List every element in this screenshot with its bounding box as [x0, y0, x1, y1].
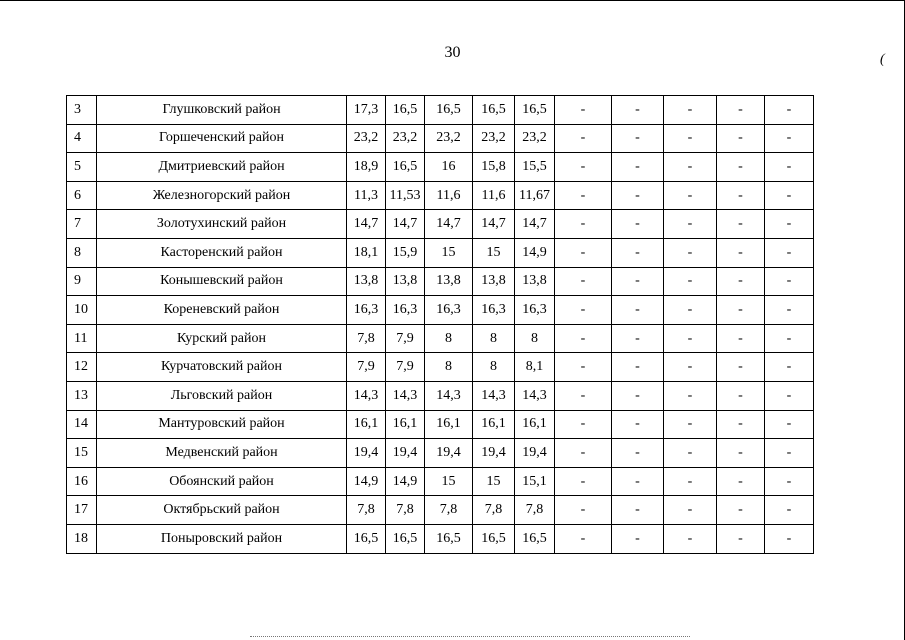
- value-cell: 11,6: [473, 181, 515, 210]
- value-cell: 16,3: [473, 296, 515, 325]
- district-name-cell: Конышевский район: [97, 267, 347, 296]
- value-cell: 16: [425, 153, 473, 182]
- empty-dash-cell: -: [717, 524, 765, 553]
- value-cell: 16,1: [425, 410, 473, 439]
- table-row: [67, 181, 814, 210]
- value-cell: 16,5: [473, 96, 515, 125]
- table-row: [67, 124, 814, 153]
- value-cell: 8: [425, 324, 473, 353]
- empty-dash-cell: -: [765, 210, 814, 239]
- value-cell: 13,8: [425, 267, 473, 296]
- empty-dash-cell: -: [765, 524, 814, 553]
- district-values-table: [66, 95, 814, 554]
- value-cell: 7,8: [515, 496, 555, 525]
- value-cell: 14,3: [473, 381, 515, 410]
- value-cell: 14,9: [386, 467, 425, 496]
- empty-dash-cell: -: [664, 324, 717, 353]
- empty-dash-cell: -: [717, 181, 765, 210]
- empty-dash-cell: -: [765, 153, 814, 182]
- district-name-cell: Горшеченский район: [97, 124, 347, 153]
- empty-dash-cell: -: [717, 496, 765, 525]
- row-number-cell: 12: [67, 353, 97, 382]
- empty-dash-cell: -: [555, 524, 612, 553]
- empty-dash-cell: -: [612, 267, 664, 296]
- value-cell: 14,7: [347, 210, 386, 239]
- value-cell: 16,3: [386, 296, 425, 325]
- empty-dash-cell: -: [717, 210, 765, 239]
- page-number: 30: [444, 44, 461, 61]
- empty-dash-cell: -: [612, 296, 664, 325]
- value-cell: 15: [425, 467, 473, 496]
- empty-dash-cell: -: [765, 296, 814, 325]
- empty-dash-cell: -: [765, 410, 814, 439]
- value-cell: 16,5: [386, 524, 425, 553]
- empty-dash-cell: -: [664, 96, 717, 125]
- district-name-cell: Дмитриевский район: [97, 153, 347, 182]
- table-row: [67, 410, 814, 439]
- value-cell: 16,1: [473, 410, 515, 439]
- value-cell: 14,3: [347, 381, 386, 410]
- empty-dash-cell: -: [612, 410, 664, 439]
- empty-dash-cell: -: [717, 124, 765, 153]
- empty-dash-cell: -: [612, 96, 664, 125]
- empty-dash-cell: -: [555, 296, 612, 325]
- row-number-cell: 3: [67, 96, 97, 125]
- district-name-cell: Обоянский район: [97, 467, 347, 496]
- page-frame-top-border: [0, 0, 905, 1]
- empty-dash-cell: -: [612, 324, 664, 353]
- empty-dash-cell: -: [717, 296, 765, 325]
- empty-dash-cell: -: [765, 238, 814, 267]
- table-row: [67, 153, 814, 182]
- table-row: [67, 96, 814, 125]
- empty-dash-cell: -: [664, 267, 717, 296]
- value-cell: 16,5: [515, 96, 555, 125]
- row-number-cell: 4: [67, 124, 97, 153]
- empty-dash-cell: -: [717, 439, 765, 468]
- value-cell: 16,5: [386, 153, 425, 182]
- value-cell: 19,4: [425, 439, 473, 468]
- empty-dash-cell: -: [555, 96, 612, 125]
- district-name-cell: Октябрьский район: [97, 496, 347, 525]
- value-cell: 18,9: [347, 153, 386, 182]
- value-cell: 15: [425, 238, 473, 267]
- value-cell: 14,7: [473, 210, 515, 239]
- row-number-cell: 9: [67, 267, 97, 296]
- value-cell: 16,3: [425, 296, 473, 325]
- table-row: [67, 267, 814, 296]
- value-cell: 15,5: [515, 153, 555, 182]
- row-number-cell: 14: [67, 410, 97, 439]
- empty-dash-cell: -: [612, 353, 664, 382]
- district-name-cell: Кореневский район: [97, 296, 347, 325]
- value-cell: 14,9: [347, 467, 386, 496]
- value-cell: 14,7: [425, 210, 473, 239]
- value-cell: 7,8: [347, 496, 386, 525]
- value-cell: 8: [473, 324, 515, 353]
- empty-dash-cell: -: [555, 496, 612, 525]
- value-cell: 16,5: [515, 524, 555, 553]
- empty-dash-cell: -: [555, 153, 612, 182]
- empty-dash-cell: -: [717, 324, 765, 353]
- value-cell: 7,9: [347, 353, 386, 382]
- district-name-cell: Касторенский район: [97, 238, 347, 267]
- row-number-cell: 10: [67, 296, 97, 325]
- row-number-cell: 17: [67, 496, 97, 525]
- value-cell: 15: [473, 238, 515, 267]
- value-cell: 23,2: [386, 124, 425, 153]
- empty-dash-cell: -: [664, 524, 717, 553]
- value-cell: 7,8: [425, 496, 473, 525]
- empty-dash-cell: -: [664, 381, 717, 410]
- table-body: [67, 96, 814, 554]
- empty-dash-cell: -: [664, 210, 717, 239]
- empty-dash-cell: -: [717, 153, 765, 182]
- district-name-cell: Курчатовский район: [97, 353, 347, 382]
- empty-dash-cell: -: [765, 496, 814, 525]
- bottom-scan-rule: [250, 636, 690, 638]
- empty-dash-cell: -: [664, 496, 717, 525]
- empty-dash-cell: -: [555, 267, 612, 296]
- empty-dash-cell: -: [765, 353, 814, 382]
- empty-dash-cell: -: [765, 381, 814, 410]
- row-number-cell: 11: [67, 324, 97, 353]
- empty-dash-cell: -: [612, 124, 664, 153]
- corner-mark: (: [880, 52, 885, 67]
- value-cell: 13,8: [386, 267, 425, 296]
- value-cell: 8: [473, 353, 515, 382]
- empty-dash-cell: -: [664, 353, 717, 382]
- value-cell: 8: [425, 353, 473, 382]
- table-row: [67, 324, 814, 353]
- row-number-cell: 15: [67, 439, 97, 468]
- value-cell: 15,1: [515, 467, 555, 496]
- value-cell: 14,3: [386, 381, 425, 410]
- district-name-cell: Курский район: [97, 324, 347, 353]
- value-cell: 16,5: [386, 96, 425, 125]
- value-cell: 16,5: [473, 524, 515, 553]
- value-cell: 16,1: [515, 410, 555, 439]
- empty-dash-cell: -: [765, 439, 814, 468]
- empty-dash-cell: -: [717, 353, 765, 382]
- table-row: [67, 381, 814, 410]
- empty-dash-cell: -: [612, 467, 664, 496]
- district-name-cell: Медвенский район: [97, 439, 347, 468]
- value-cell: 8,1: [515, 353, 555, 382]
- empty-dash-cell: -: [664, 181, 717, 210]
- empty-dash-cell: -: [612, 210, 664, 239]
- table-row: [67, 353, 814, 382]
- value-cell: 13,8: [515, 267, 555, 296]
- table-row: [67, 467, 814, 496]
- empty-dash-cell: -: [664, 467, 717, 496]
- value-cell: 15: [473, 467, 515, 496]
- value-cell: 23,2: [473, 124, 515, 153]
- district-name-cell: Льговский район: [97, 381, 347, 410]
- value-cell: 14,9: [515, 238, 555, 267]
- district-name-cell: Мантуровский район: [97, 410, 347, 439]
- value-cell: 23,2: [347, 124, 386, 153]
- empty-dash-cell: -: [765, 267, 814, 296]
- value-cell: 14,7: [386, 210, 425, 239]
- value-cell: 19,4: [386, 439, 425, 468]
- value-cell: 14,3: [425, 381, 473, 410]
- row-number-cell: 13: [67, 381, 97, 410]
- empty-dash-cell: -: [555, 410, 612, 439]
- empty-dash-cell: -: [717, 467, 765, 496]
- district-name-cell: Железногорский район: [97, 181, 347, 210]
- district-name-cell: Глушковский район: [97, 96, 347, 125]
- value-cell: 23,2: [515, 124, 555, 153]
- value-cell: 13,8: [347, 267, 386, 296]
- table-row: [67, 296, 814, 325]
- value-cell: 16,5: [347, 524, 386, 553]
- empty-dash-cell: -: [612, 238, 664, 267]
- table-row: [67, 496, 814, 525]
- value-cell: 16,1: [347, 410, 386, 439]
- row-number-cell: 6: [67, 181, 97, 210]
- empty-dash-cell: -: [717, 267, 765, 296]
- value-cell: 16,1: [386, 410, 425, 439]
- empty-dash-cell: -: [765, 324, 814, 353]
- value-cell: 8: [515, 324, 555, 353]
- value-cell: 23,2: [425, 124, 473, 153]
- value-cell: 19,4: [473, 439, 515, 468]
- empty-dash-cell: -: [765, 467, 814, 496]
- table-row: [67, 238, 814, 267]
- empty-dash-cell: -: [612, 153, 664, 182]
- empty-dash-cell: -: [555, 439, 612, 468]
- value-cell: 16,3: [515, 296, 555, 325]
- empty-dash-cell: -: [612, 524, 664, 553]
- district-name-cell: Золотухинский район: [97, 210, 347, 239]
- empty-dash-cell: -: [555, 467, 612, 496]
- empty-dash-cell: -: [664, 238, 717, 267]
- empty-dash-cell: -: [664, 410, 717, 439]
- table-row: [67, 524, 814, 553]
- value-cell: 7,8: [386, 496, 425, 525]
- empty-dash-cell: -: [555, 181, 612, 210]
- value-cell: 15,9: [386, 238, 425, 267]
- value-cell: 16,5: [425, 96, 473, 125]
- value-cell: 16,3: [347, 296, 386, 325]
- empty-dash-cell: -: [664, 153, 717, 182]
- row-number-cell: 7: [67, 210, 97, 239]
- district-name-cell: Поныровский район: [97, 524, 347, 553]
- empty-dash-cell: -: [555, 353, 612, 382]
- row-number-cell: 8: [67, 238, 97, 267]
- row-number-cell: 16: [67, 467, 97, 496]
- empty-dash-cell: -: [664, 439, 717, 468]
- value-cell: 19,4: [515, 439, 555, 468]
- empty-dash-cell: -: [555, 238, 612, 267]
- value-cell: 7,9: [386, 353, 425, 382]
- value-cell: 7,9: [386, 324, 425, 353]
- row-number-cell: 5: [67, 153, 97, 182]
- table-row: [67, 439, 814, 468]
- table-row: [67, 210, 814, 239]
- value-cell: 19,4: [347, 439, 386, 468]
- value-cell: 7,8: [347, 324, 386, 353]
- empty-dash-cell: -: [765, 124, 814, 153]
- empty-dash-cell: -: [664, 124, 717, 153]
- empty-dash-cell: -: [612, 381, 664, 410]
- empty-dash-cell: -: [555, 124, 612, 153]
- value-cell: 17,3: [347, 96, 386, 125]
- value-cell: 14,3: [515, 381, 555, 410]
- empty-dash-cell: -: [717, 96, 765, 125]
- empty-dash-cell: -: [612, 496, 664, 525]
- empty-dash-cell: -: [765, 96, 814, 125]
- empty-dash-cell: -: [555, 210, 612, 239]
- value-cell: 11,67: [515, 181, 555, 210]
- value-cell: 11,53: [386, 181, 425, 210]
- value-cell: 11,3: [347, 181, 386, 210]
- empty-dash-cell: -: [555, 324, 612, 353]
- value-cell: 18,1: [347, 238, 386, 267]
- empty-dash-cell: -: [612, 439, 664, 468]
- empty-dash-cell: -: [717, 381, 765, 410]
- empty-dash-cell: -: [555, 381, 612, 410]
- value-cell: 15,8: [473, 153, 515, 182]
- row-number-cell: 18: [67, 524, 97, 553]
- value-cell: 13,8: [473, 267, 515, 296]
- value-cell: 16,5: [425, 524, 473, 553]
- empty-dash-cell: -: [664, 296, 717, 325]
- empty-dash-cell: -: [612, 181, 664, 210]
- value-cell: 7,8: [473, 496, 515, 525]
- empty-dash-cell: -: [765, 181, 814, 210]
- value-cell: 14,7: [515, 210, 555, 239]
- value-cell: 11,6: [425, 181, 473, 210]
- empty-dash-cell: -: [717, 410, 765, 439]
- empty-dash-cell: -: [717, 238, 765, 267]
